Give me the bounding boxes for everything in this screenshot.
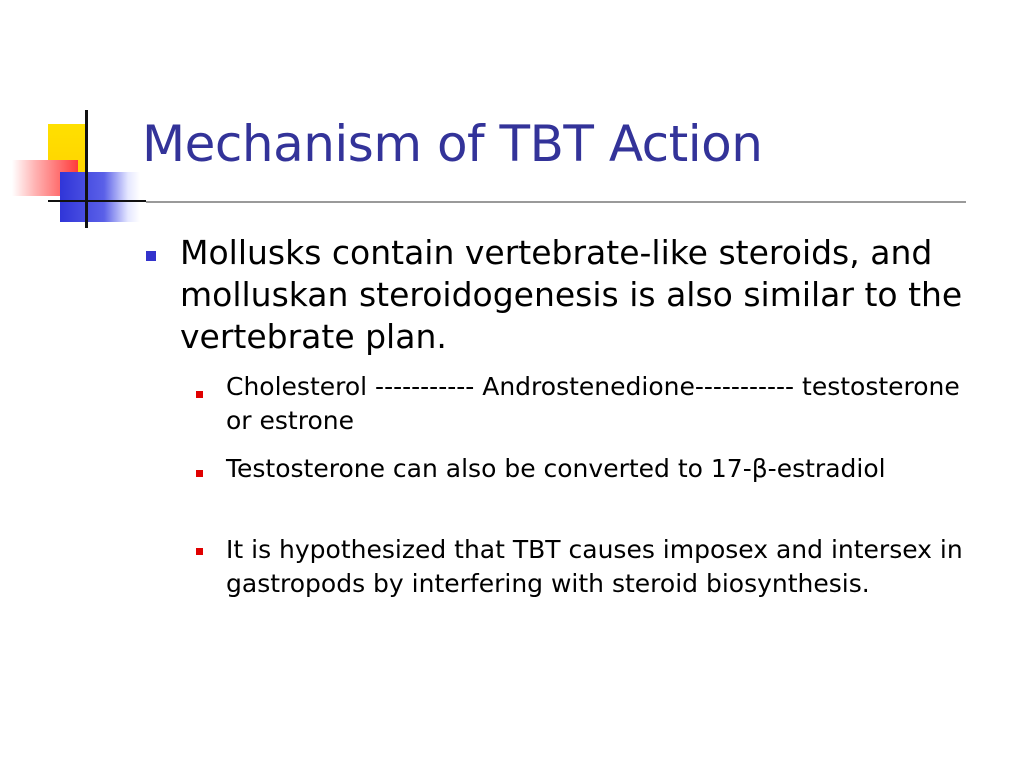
logo-vertical-line xyxy=(85,110,88,228)
bullet-marker xyxy=(146,251,156,261)
title-divider xyxy=(146,201,966,203)
sub-bullet-marker xyxy=(196,548,203,555)
logo-horizontal-line xyxy=(48,200,146,202)
sub-bullet-text: It is hypothesized that TBT causes imposex and intersex in gastropods by interfering with steroid biosynthesis. xyxy=(226,535,963,598)
logo-blue-square xyxy=(60,172,140,222)
slide-title: Mechanism of TBT Action xyxy=(142,115,763,173)
sub-bullet-marker xyxy=(196,470,203,477)
bullet-text: Mollusks contain vertebrate-like steroids, and molluskan steroidogenesis is also similar to the vertebrate plan. xyxy=(180,233,963,356)
sub-bullet-text: Testosterone can also be converted to 17-β-estradiol xyxy=(226,454,886,483)
sub-bullet-text: Cholesterol ----------- Androstenedione----------- testosterone or estrone xyxy=(226,372,960,435)
sub-bullet-marker xyxy=(196,391,203,398)
decorative-logo xyxy=(0,0,150,240)
